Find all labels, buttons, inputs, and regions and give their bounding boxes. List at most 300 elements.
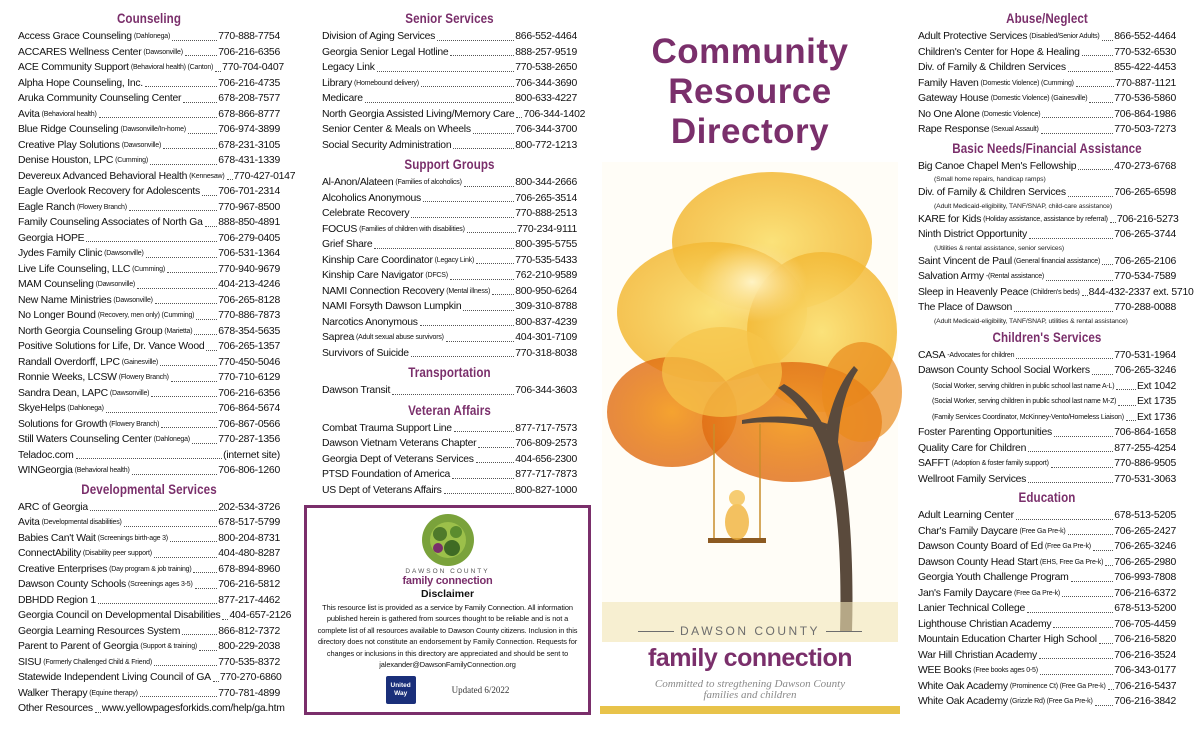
listing-row bbox=[18, 515, 280, 531]
leader-dots bbox=[1053, 627, 1113, 628]
leader-dots bbox=[155, 303, 217, 304]
listing-name: ACE Community Support bbox=[18, 62, 129, 73]
listing-phone: 770-888-2513 bbox=[515, 208, 577, 219]
listing-name: No One Alone bbox=[918, 108, 980, 120]
leader-dots bbox=[1082, 295, 1088, 296]
listing-phone: 800-395-5755 bbox=[515, 239, 577, 250]
listing-name: Combat Trauma Support Line bbox=[322, 422, 452, 434]
listing-note: (Domestic Violence) (Cumming) bbox=[980, 79, 1074, 87]
listing-phone: 706-867-0566 bbox=[218, 418, 280, 430]
listing-phone: 404-657-2126 bbox=[229, 610, 292, 621]
cover-title-line: Resource bbox=[668, 72, 832, 111]
listing-name: Char's Family Daycare bbox=[918, 525, 1018, 537]
listing-phone: 706-216-5812 bbox=[218, 579, 280, 590]
listing-phone: 800-950-6264 bbox=[515, 285, 577, 297]
listing-note: (Support & training) bbox=[140, 643, 198, 650]
listing-name: SISU bbox=[18, 656, 42, 668]
leader-dots bbox=[1102, 264, 1113, 265]
listing-name: Babies Can't Wait bbox=[18, 532, 96, 544]
listing-row bbox=[918, 410, 1176, 426]
listing-note: (Behavioral health) bbox=[41, 110, 97, 118]
listing-name: Statewide Independent Living Council of GA bbox=[18, 672, 211, 683]
listing-name: Kinship Care Coordinator bbox=[322, 254, 433, 266]
listing-note: (Dahlonega) bbox=[67, 405, 104, 412]
listing-row bbox=[18, 122, 280, 138]
listing-phone: 706-216-5437 bbox=[1114, 680, 1177, 692]
listing-phone: 770-536-5860 bbox=[1114, 93, 1176, 104]
listing-row bbox=[18, 60, 284, 76]
section-title: Transportation bbox=[408, 365, 491, 380]
listing-phone: 770-318-8038 bbox=[515, 347, 577, 359]
listing-phone: 202-534-3726 bbox=[218, 501, 280, 513]
listing-row bbox=[18, 153, 280, 169]
listing-phone: 770-531-3063 bbox=[1114, 473, 1176, 485]
listing-row bbox=[918, 91, 1176, 107]
listing-note: (DFCS) bbox=[425, 272, 448, 279]
leader-dots bbox=[182, 634, 217, 635]
leader-dots bbox=[1082, 55, 1114, 56]
listing-row bbox=[18, 417, 280, 433]
family-connection-logo-icon bbox=[420, 512, 476, 568]
listing-row bbox=[18, 463, 280, 479]
listing-name: Sandra Dean, LAPC bbox=[18, 387, 108, 399]
listing-name: PTSD Foundation of America bbox=[322, 469, 451, 480]
leader-dots bbox=[154, 557, 217, 558]
listing-row bbox=[322, 138, 577, 154]
listing-note: (Free books ages 0-5) bbox=[973, 667, 1038, 674]
leader-dots bbox=[145, 86, 217, 87]
autumn-tree-illustration bbox=[602, 162, 898, 642]
listing-name: Eagle Overlook Recovery for Adolescents bbox=[18, 186, 200, 197]
listing-name: Live Life Counseling, LLC bbox=[18, 263, 131, 275]
leader-dots bbox=[1028, 482, 1113, 483]
listing-phone: 888-850-4891 bbox=[218, 217, 280, 228]
listing-row bbox=[18, 355, 280, 371]
listing-name: Rape Response bbox=[918, 124, 990, 135]
listing-note: (Developmental disabilities) bbox=[41, 519, 122, 526]
listing-row bbox=[322, 60, 577, 76]
listing-row bbox=[918, 539, 1176, 555]
leader-dots bbox=[1116, 389, 1136, 390]
listing-phone: 770-704-0407 bbox=[222, 62, 284, 73]
listing-note: (Dawsonville) bbox=[95, 281, 136, 288]
leader-dots bbox=[1071, 581, 1114, 582]
leader-dots bbox=[421, 86, 514, 87]
leader-dots bbox=[99, 117, 218, 118]
listing-phone: 706-993-7808 bbox=[1114, 572, 1176, 583]
listing-row bbox=[918, 694, 1176, 710]
leader-dots bbox=[185, 55, 217, 56]
leader-dots bbox=[160, 365, 217, 366]
listing-phone: 706-344-1402 bbox=[523, 108, 586, 120]
listing-note: (Free Ga Pre-k) bbox=[1044, 543, 1091, 550]
listing-note: (Disability peer support) bbox=[82, 550, 152, 557]
listing-name: Ninth District Opportunity bbox=[918, 229, 1027, 240]
listing-note: (Flowery Branch) bbox=[76, 203, 127, 211]
leader-dots bbox=[222, 619, 228, 620]
listing-name: DBHDD Region 1 bbox=[18, 594, 96, 606]
listing-note: (Marietta) bbox=[164, 327, 193, 335]
leader-dots bbox=[365, 102, 515, 103]
listing-note: (Family Services Coordinator, McKinney-Vento/Homeless Liaison) bbox=[932, 413, 1124, 421]
listing-phone: 678-354-5635 bbox=[218, 325, 280, 337]
listing-note: (Dahlonega) bbox=[133, 33, 171, 40]
leader-dots bbox=[151, 396, 217, 397]
leader-dots bbox=[1078, 169, 1113, 170]
leader-dots bbox=[95, 712, 101, 713]
listing-phone: 770-531-1964 bbox=[1114, 349, 1176, 361]
listing-name: US Dept of Veterans Affairs bbox=[322, 484, 442, 496]
listing-row bbox=[322, 29, 577, 45]
leader-dots bbox=[195, 588, 218, 589]
listing-name: NAMI Connection Recovery bbox=[322, 285, 445, 297]
leader-dots bbox=[1041, 133, 1114, 134]
listing-phone: 678-894-8960 bbox=[218, 563, 280, 575]
leader-dots bbox=[193, 572, 217, 573]
listing-row bbox=[18, 91, 280, 107]
listing-row bbox=[18, 293, 280, 309]
disclaimer-title: Disclaimer bbox=[420, 588, 475, 600]
listing-row bbox=[18, 370, 280, 386]
leader-dots bbox=[437, 40, 514, 41]
listing-note: (Adoption & foster family support) bbox=[951, 460, 1049, 467]
listing-row bbox=[18, 308, 280, 324]
listing-name: Grief Share bbox=[322, 239, 373, 250]
listing-phone: 706-701-2314 bbox=[218, 186, 280, 197]
leader-dots bbox=[98, 603, 217, 604]
united-way-logo: United Way bbox=[386, 676, 416, 704]
listing-row bbox=[918, 441, 1176, 457]
listing-row bbox=[918, 617, 1176, 633]
listing-phone: 706-265-6598 bbox=[1114, 187, 1176, 198]
listing-note: (Dawsonville/In-home) bbox=[120, 126, 186, 133]
leader-dots bbox=[377, 71, 515, 72]
listing-phone: (internet site) bbox=[223, 449, 280, 461]
listing-phone: 470-273-6768 bbox=[1114, 160, 1176, 172]
listing-row bbox=[322, 253, 577, 269]
listing-name: Dawson County Board of Ed bbox=[918, 541, 1043, 552]
listing-row bbox=[18, 169, 296, 185]
listing-phone: 770-450-5046 bbox=[218, 356, 280, 368]
leader-dots bbox=[194, 334, 217, 335]
listing-note: (Kennesaw) bbox=[189, 172, 225, 180]
leader-dots bbox=[420, 325, 515, 326]
listing-name: Al-Anon/Alateen bbox=[322, 177, 394, 188]
listing-row bbox=[18, 45, 280, 61]
listing-phone: 866-812-7372 bbox=[218, 625, 280, 637]
listing-phone: 706-344-3690 bbox=[515, 77, 577, 89]
listing-row bbox=[322, 346, 577, 362]
listing-row bbox=[322, 467, 577, 483]
listing-name: ConnectAbility bbox=[18, 548, 81, 559]
listing-phone: www.yellowpagesforkids.com/help/ga.htm bbox=[101, 703, 285, 714]
listing-row bbox=[322, 268, 577, 284]
listing-name: Narcotics Anonymous bbox=[322, 316, 418, 328]
column-senior-support-transport-veteran bbox=[322, 10, 586, 498]
listing-phone: 770-781-4899 bbox=[218, 687, 280, 699]
disclaimer-county: DAWSON COUNTY bbox=[405, 568, 490, 575]
listing-name: Children's Center for Hope & Healing bbox=[918, 46, 1080, 58]
listing-name: War Hill Christian Academy bbox=[918, 649, 1037, 661]
listing-name: Creative Enterprises bbox=[18, 563, 108, 575]
leader-dots bbox=[1092, 374, 1113, 375]
listing-name: Mountain Education Charter High School bbox=[918, 634, 1097, 645]
listing-phone: 770-887-1121 bbox=[1115, 77, 1176, 89]
listing-row bbox=[322, 383, 577, 399]
listing-row bbox=[918, 679, 1176, 695]
listing-note: (Free Ga Pre-k) bbox=[1019, 527, 1066, 535]
listing-phone: 678-208-7577 bbox=[218, 93, 280, 104]
listing-phone: 706-279-0405 bbox=[218, 232, 280, 244]
listing-row bbox=[918, 663, 1176, 679]
listing-name: Jydes Family Clinic bbox=[18, 248, 103, 259]
listing-name: FOCUS bbox=[322, 223, 358, 235]
listing-phone: 800-827-1000 bbox=[515, 484, 577, 496]
listing-name: Kinship Care Navigator bbox=[322, 270, 424, 281]
listing-phone: 706-974-3899 bbox=[218, 124, 280, 135]
listing-name: Lanier Technical College bbox=[918, 603, 1026, 614]
listing-note: (Cumming) bbox=[115, 157, 148, 164]
listing-name: Lighthouse Christian Academy bbox=[918, 618, 1052, 630]
section-title: Education bbox=[1018, 490, 1076, 505]
leader-dots bbox=[137, 288, 217, 289]
listing-note: (Gainesville) bbox=[121, 358, 159, 366]
listing-phone: 706-265-3246 bbox=[1114, 541, 1176, 552]
listing-phone: 770-886-9505 bbox=[1114, 458, 1176, 469]
listing-phone: 770-503-7273 bbox=[1114, 124, 1176, 135]
listing-note: (Dawsonville) bbox=[113, 296, 153, 304]
listing-row bbox=[322, 91, 577, 107]
listing-row bbox=[322, 330, 577, 346]
listing-note: (Dawsonville) bbox=[121, 141, 162, 149]
listing-phone: 770-288-0088 bbox=[1114, 302, 1176, 313]
leader-dots bbox=[1062, 596, 1113, 597]
listing-phone: 855-422-4453 bbox=[1114, 62, 1176, 73]
cover-title-line: Community bbox=[651, 32, 849, 71]
listing-name: Walker Therapy bbox=[18, 687, 88, 699]
listing-subnote: (Utilities & rental assistance, senior services) bbox=[934, 244, 1065, 252]
cover-title-line: Directory bbox=[670, 112, 830, 151]
listing-name: Randall Overdorff, LPC bbox=[18, 356, 120, 368]
listing-row bbox=[918, 45, 1176, 61]
listing-phone: 706-216-3524 bbox=[1114, 649, 1176, 661]
leader-dots bbox=[170, 541, 217, 542]
listing-row bbox=[322, 483, 577, 499]
listing-name: Survivors of Suicide bbox=[322, 347, 409, 359]
listing-phone: 706-705-4459 bbox=[1114, 618, 1176, 630]
listing-row bbox=[322, 107, 586, 123]
listing-row bbox=[322, 421, 577, 437]
listing-row bbox=[322, 122, 577, 138]
listing-row bbox=[18, 655, 280, 671]
listing-row bbox=[18, 231, 280, 247]
listing-row bbox=[918, 555, 1176, 571]
listing-note: -Advocates for children bbox=[947, 351, 1015, 359]
listing-row bbox=[322, 436, 577, 452]
listing-phone: 770-886-7873 bbox=[218, 310, 280, 321]
leader-dots bbox=[1118, 405, 1136, 406]
listing-name: Div. of Family & Children Services bbox=[918, 187, 1066, 198]
leader-dots bbox=[188, 133, 217, 134]
cover-title bbox=[600, 32, 900, 152]
leader-dots bbox=[423, 201, 514, 202]
listing-name: Georgia Council on Developmental Disabilities bbox=[18, 610, 221, 621]
cover-tagline-line: Committed to stregthening Dawson County bbox=[654, 678, 846, 690]
cover-county-text: DAWSON COUNTY bbox=[679, 624, 821, 638]
listing-row bbox=[918, 570, 1176, 586]
listing-phone: 706-806-1260 bbox=[218, 465, 280, 476]
listing-row bbox=[918, 586, 1176, 602]
leader-dots bbox=[171, 381, 218, 382]
listing-row bbox=[918, 601, 1176, 617]
listing-name: Georgia Senior Legal Hotline bbox=[322, 46, 449, 58]
listing-row bbox=[18, 701, 285, 717]
listing-row bbox=[918, 456, 1176, 472]
listing-name: Library bbox=[322, 77, 353, 89]
leader-dots bbox=[192, 443, 217, 444]
listing-row bbox=[918, 185, 1176, 201]
leader-dots bbox=[467, 232, 516, 233]
leader-dots bbox=[154, 665, 217, 666]
leader-dots bbox=[454, 431, 514, 432]
listing-note: (Domestic Violence) bbox=[981, 110, 1041, 118]
listing-note: (Social Worker, serving children in public school last name M-Z) bbox=[932, 398, 1117, 405]
listing-name: Other Resources bbox=[18, 703, 93, 714]
listing-row bbox=[918, 254, 1176, 270]
leader-dots bbox=[106, 412, 218, 413]
listing-note: (Flowery Branch) bbox=[109, 420, 160, 428]
leader-dots bbox=[1068, 196, 1113, 197]
leader-dots bbox=[76, 458, 223, 459]
listing-name: Jan's Family Daycare bbox=[918, 587, 1012, 599]
listing-row bbox=[18, 76, 280, 92]
leader-dots bbox=[1040, 674, 1113, 675]
listing-name: Salvation Army bbox=[918, 271, 984, 282]
listing-name: Saprea bbox=[322, 332, 355, 343]
listing-row bbox=[18, 577, 280, 593]
leader-dots bbox=[374, 248, 514, 249]
listing-name: Positive Solutions for Life, Dr. Vance Wood bbox=[18, 341, 205, 352]
leader-dots bbox=[172, 40, 217, 41]
listing-name: Parent to Parent of Georgia bbox=[18, 641, 139, 652]
listing-phone: 706-265-8128 bbox=[218, 294, 280, 306]
section-title: Support Groups bbox=[404, 157, 495, 172]
leader-dots bbox=[473, 133, 515, 134]
listing-phone: 800-772-1213 bbox=[515, 139, 577, 151]
listing-note: (Grizzle Rd) (Free Ga Pre-k) bbox=[1009, 698, 1093, 705]
listing-name: Dawson Transit bbox=[322, 385, 391, 396]
listing-phone: 706-265-3514 bbox=[515, 192, 577, 204]
listing-phone: 678-866-8777 bbox=[218, 108, 280, 120]
section-title: Veteran Affairs bbox=[408, 402, 491, 418]
leader-dots bbox=[453, 148, 514, 149]
listing-note: (Equine therapy) bbox=[89, 689, 138, 697]
listing-row bbox=[18, 608, 292, 624]
leader-dots bbox=[450, 279, 514, 280]
listing-row bbox=[322, 222, 577, 238]
listing-phone: 844-432-2337 ext. 5710 bbox=[1088, 286, 1194, 298]
leader-dots bbox=[446, 341, 515, 342]
listing-note: (Legacy Link) bbox=[434, 256, 475, 264]
listing-name: Georgia Learning Resources System bbox=[18, 625, 181, 637]
listing-name: Avita bbox=[18, 108, 40, 120]
listing-name: Dawson County School Social Workers bbox=[918, 365, 1090, 376]
leader-dots bbox=[167, 272, 217, 273]
listing-name: Foster Parenting Opportunities bbox=[918, 427, 1053, 438]
listing-note: (Domestic Violence) (Gainesville) bbox=[990, 95, 1088, 102]
listing-name: North Georgia Counseling Group bbox=[18, 325, 163, 337]
listing-note: (Formerly Challenged Child & Friend) bbox=[43, 658, 152, 666]
disclaimer-box bbox=[304, 505, 591, 715]
leader-dots bbox=[492, 294, 514, 295]
cover-tagline bbox=[600, 679, 900, 701]
listing-row bbox=[322, 237, 577, 253]
cover-panel bbox=[600, 24, 900, 716]
listing-row bbox=[18, 448, 280, 464]
section-title: Counseling bbox=[116, 11, 182, 26]
leader-dots bbox=[163, 148, 217, 149]
leader-dots bbox=[476, 263, 514, 264]
column-abuse-basic-children-education bbox=[918, 10, 1194, 710]
listing-phone: 706-265-3246 bbox=[1114, 365, 1176, 376]
listing-row bbox=[918, 269, 1176, 285]
listing-phone: 706-265-1357 bbox=[218, 341, 280, 352]
leader-dots bbox=[132, 474, 218, 475]
leader-dots bbox=[1014, 311, 1113, 312]
listing-phone: 404-301-7109 bbox=[515, 332, 577, 343]
listing-name: Saint Vincent de Paul bbox=[918, 255, 1012, 267]
listing-row bbox=[322, 191, 577, 207]
listing-phone: 706-216-5820 bbox=[1114, 634, 1176, 645]
leader-dots bbox=[1126, 420, 1136, 421]
cover-tagline-line: families and children bbox=[703, 689, 797, 701]
listing-name: North Georgia Assisted Living/Memory Care bbox=[322, 108, 515, 120]
listing-row bbox=[18, 246, 280, 262]
listing-note: (Dahlonega) bbox=[153, 436, 190, 443]
listing-name: White Oak Academy bbox=[918, 696, 1008, 707]
listing-phone: 706-216-3842 bbox=[1114, 696, 1176, 707]
leader-dots bbox=[161, 427, 217, 428]
listing-note: (Mental illness) bbox=[446, 287, 491, 295]
leader-dots bbox=[478, 447, 514, 448]
listing-row bbox=[18, 107, 280, 123]
disclaimer-text: This resource list is provided as a service by Family Connection. All information published herein is gathered from sources thought to be reliable and is not a complete list of all resources available to Dawson County citizens. Inclusion in this directory does not constitute an endorsement by Family Connection. Requests for changes or inclusions in this directory are appreciated and should be sent to jalexander@DawsonFamilyConnection.org bbox=[317, 603, 578, 670]
listing-phone: 770-287-1356 bbox=[218, 434, 280, 445]
listing-note: (Dawsonville) bbox=[109, 389, 150, 397]
listing-row bbox=[918, 285, 1194, 301]
listing-phone: 706-265-2106 bbox=[1114, 255, 1176, 267]
listing-row bbox=[918, 648, 1176, 664]
column-counseling-developmental bbox=[18, 10, 296, 717]
listing-row bbox=[918, 60, 1176, 76]
leader-dots bbox=[516, 117, 522, 118]
listing-note: (Free Ga Pre-k) bbox=[1014, 589, 1061, 597]
listing-row bbox=[918, 508, 1176, 524]
listing-name: ARC of Georgia bbox=[18, 501, 88, 513]
listing-name: Georgia Dept of Veterans Services bbox=[322, 453, 474, 465]
listing-row bbox=[918, 29, 1176, 45]
disclaimer-org: family connection bbox=[402, 575, 493, 587]
leader-dots bbox=[1068, 71, 1113, 72]
listing-row bbox=[18, 401, 280, 417]
leader-dots bbox=[1028, 451, 1113, 452]
listing-row bbox=[18, 500, 280, 516]
listing-phone: 770-888-7754 bbox=[218, 31, 280, 42]
listing-name: Wellroot Family Services bbox=[918, 473, 1027, 485]
leader-dots bbox=[205, 226, 218, 227]
listing-phone: 706-216-6372 bbox=[1114, 587, 1176, 599]
leader-dots bbox=[444, 493, 515, 494]
